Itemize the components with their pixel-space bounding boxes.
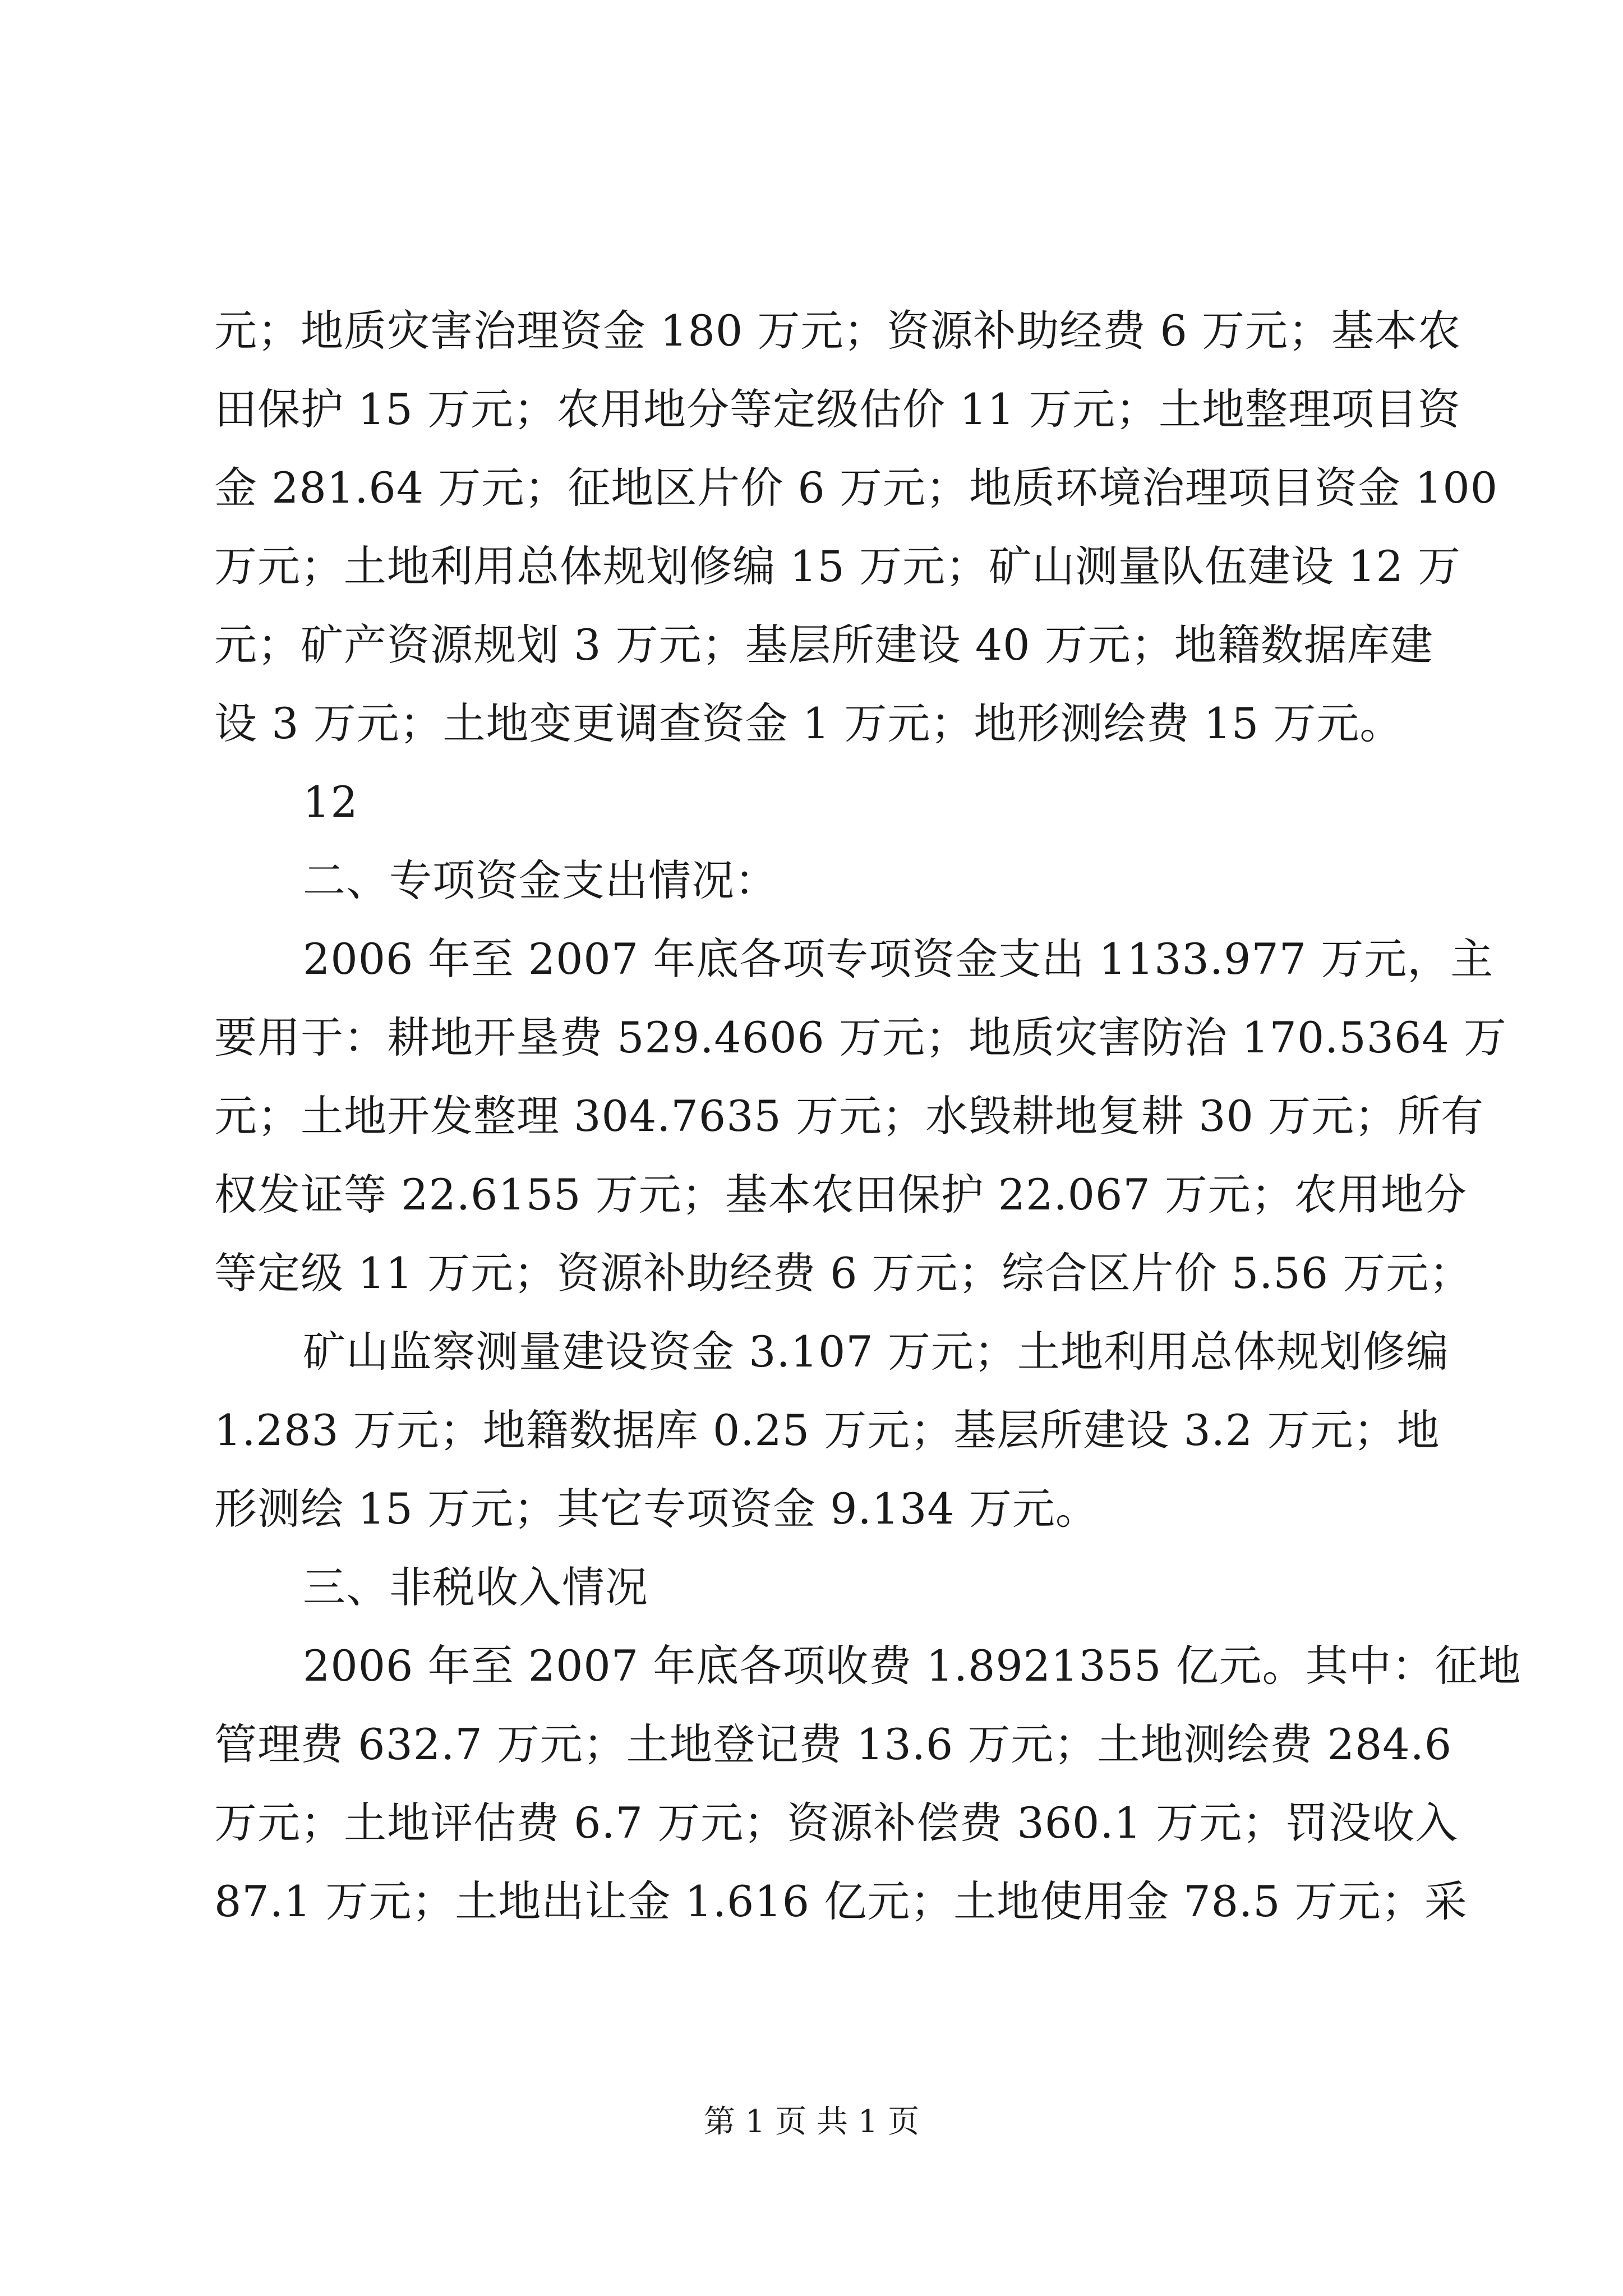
body-line: 形测绘 15 万元；其它专项资金 9.134 万元。 <box>214 1484 1099 1534</box>
body-line: 元；矿产资源规划 3 万元；基层所建设 40 万元；地籍数据库建 <box>214 620 1433 670</box>
body-line: 设 3 万元；土地变更调查资金 1 万元；地形测绘费 15 万元。 <box>214 698 1403 748</box>
body-line: 金 281.64 万元；征地区片价 6 万元；地质环境治理项目资金 100 <box>214 463 1498 513</box>
body-line: 要用于：耕地开垦费 529.4606 万元；地质灾害防治 170.5364 万 <box>214 1013 1507 1062</box>
section-heading-nontax-revenue: 三、非税收入情况 <box>303 1562 648 1612</box>
body-line: 元；土地开发整理 304.7635 万元；水毁耕地复耕 30 万元；所有 <box>214 1091 1484 1141</box>
body-line: 权发证等 22.6155 万元；基本农田保护 22.067 万元；农用地分 <box>214 1170 1467 1220</box>
body-line: 87.1 万元；土地出让金 1.616 亿元；土地使用金 78.5 万元；采 <box>214 1876 1468 1926</box>
body-line: 管理费 632.7 万元；土地登记费 13.6 万元；土地测绘费 284.6 <box>214 1719 1453 1769</box>
page-footer: 第 1 页 共 1 页 <box>703 2104 920 2140</box>
body-line: 2006 年至 2007 年底各项收费 1.8921355 亿元。其中：征地 <box>303 1641 1521 1691</box>
body-line: 万元；土地评估费 6.7 万元；资源补偿费 360.1 万元；罚没收入 <box>214 1798 1459 1848</box>
body-line: 等定级 11 万元；资源补助经费 6 万元；综合区片价 5.56 万元； <box>214 1248 1473 1298</box>
body-line: 矿山监察测量建设资金 3.107 万元；土地利用总体规划修编 <box>303 1327 1449 1377</box>
body-line: 元；地质灾害治理资金 180 万元；资源补助经费 6 万元；基本农 <box>214 306 1461 356</box>
body-line: 万元；土地利用总体规划修编 15 万元；矿山测量队伍建设 12 万 <box>214 541 1461 591</box>
page-number-marker: 12 <box>303 777 358 827</box>
body-line: 田保护 15 万元；农用地分等定级估价 11 万元；土地整理项目资 <box>214 384 1461 434</box>
body-line: 1.283 万元；地籍数据库 0.25 万元；基层所建设 3.2 万元；地 <box>214 1405 1440 1455</box>
section-heading-expenditure: 二、专项资金支出情况： <box>303 855 778 905</box>
body-line: 2006 年至 2007 年底各项专项资金支出 1133.977 万元，主 <box>303 934 1494 984</box>
